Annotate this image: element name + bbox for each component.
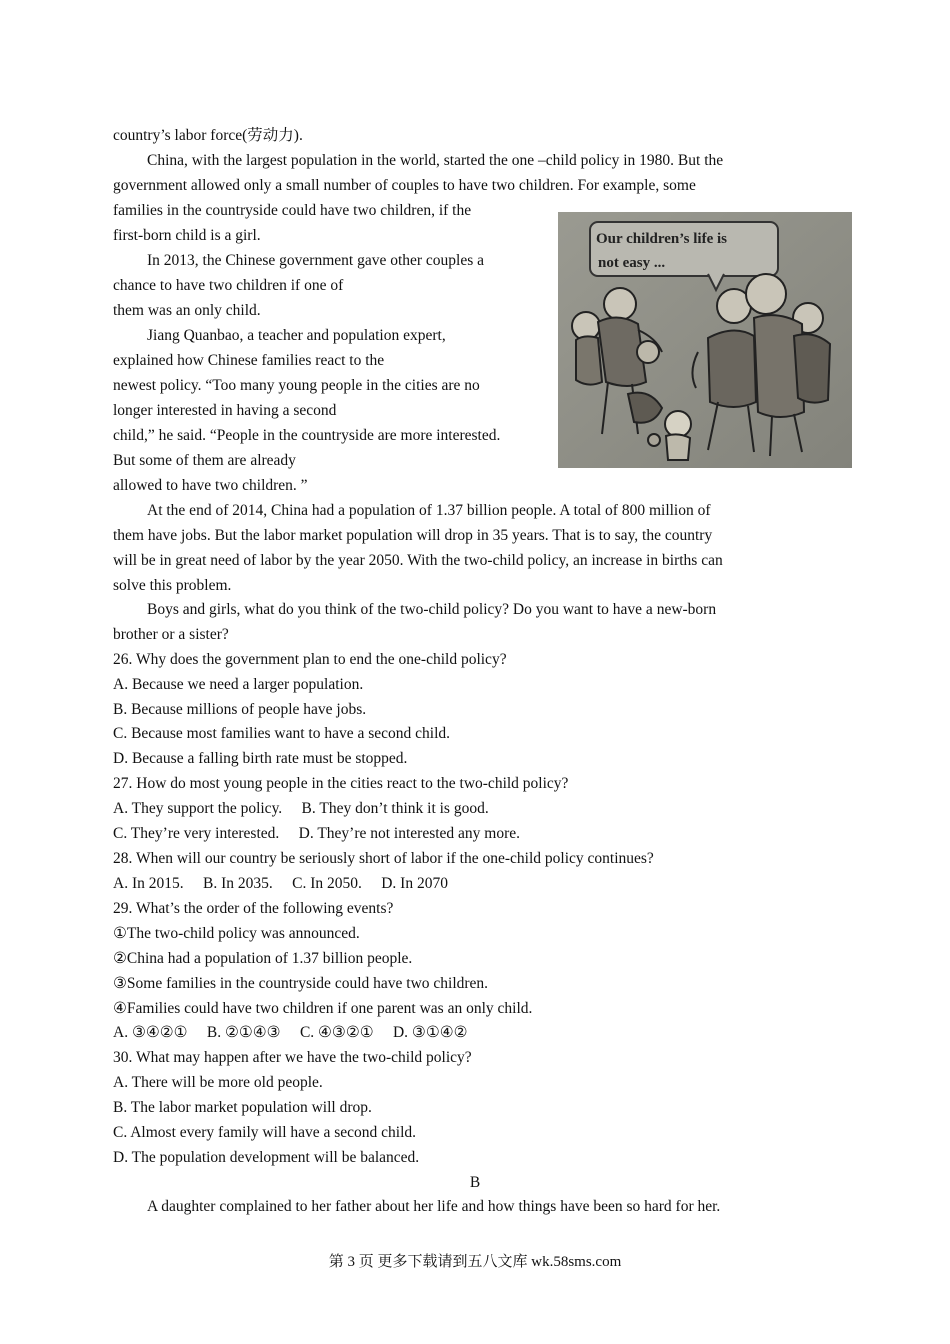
question-line: 29. What’s the order of the following events? bbox=[113, 900, 394, 917]
passage-line: Jiang Quanbao, a teacher and population expert, bbox=[147, 327, 446, 344]
option-line: C. They’re very interested. D. They’re not interested any more. bbox=[113, 825, 521, 842]
passage-line: solve this problem. bbox=[113, 577, 232, 594]
passage-line: longer interested in having a second bbox=[113, 402, 337, 419]
passage-line: them have jobs. But the labor market population will drop in 35 years. That is to say, the country bbox=[113, 527, 713, 544]
page-footer: 第 3 页 更多下载请到五八文库 wk.58sms.com bbox=[328, 1254, 622, 1270]
passage-line: child,” he said. “People in the countryside are more interested. bbox=[113, 427, 501, 444]
question-line: 28. When will our country be seriously short of labor if the one-child policy continues? bbox=[113, 850, 654, 867]
option-line: A. ③④②① B. ②①④③ C. ④③②① D. ③①④② bbox=[113, 1024, 468, 1041]
event-line: ④Families could have two children if one parent was an only child. bbox=[113, 1000, 533, 1017]
passage-line: government allowed only a small number of couples to have two children. For example, some bbox=[113, 177, 696, 194]
passage-line: country’s labor force(劳动力). bbox=[113, 127, 303, 144]
option-line: D. Because a falling birth rate must be stopped. bbox=[113, 750, 408, 767]
option-line: A. They support the policy. B. They don’t think it is good. bbox=[113, 800, 489, 817]
question-line: 27. How do most young people in the cities react to the two-child policy? bbox=[113, 775, 569, 792]
passage-line: explained how Chinese families react to the bbox=[113, 352, 385, 369]
passage-line: allowed to have two children. ” bbox=[113, 477, 308, 494]
passage-line: first-born child is a girl. bbox=[113, 227, 261, 244]
passage-line: will be in great need of labor by the year 2050. With the two-child policy, an increase in births can bbox=[113, 552, 723, 569]
bubble-text-line: not easy ... bbox=[598, 255, 666, 271]
passage-line: newest policy. “Too many young people in the cities are no bbox=[113, 377, 480, 394]
event-line: ③Some families in the countryside could have two children. bbox=[113, 975, 489, 992]
option-line: C. Almost every family will have a second child. bbox=[113, 1124, 417, 1141]
option-line: B. Because millions of people have jobs. bbox=[113, 701, 367, 718]
question-line: 26. Why does the government plan to end the one-child policy? bbox=[113, 651, 507, 668]
passage-line: them was an only child. bbox=[113, 302, 261, 319]
option-line: D. The population development will be balanced. bbox=[113, 1149, 420, 1166]
passage-line: China, with the largest population in the world, started the one –child policy in 1980. But the bbox=[147, 152, 724, 169]
passage-line: But some of them are already bbox=[113, 452, 296, 469]
question-line: 30. What may happen after we have the two-child policy? bbox=[113, 1049, 472, 1066]
passage-line: families in the countryside could have two children, if the bbox=[113, 202, 472, 219]
bubble-text-line: Our children’s life is bbox=[596, 231, 727, 247]
passage-line: A daughter complained to her father about her life and how things have been so hard for her. bbox=[147, 1198, 721, 1215]
option-line: A. Because we need a larger population. bbox=[113, 676, 364, 693]
passage-line: In 2013, the Chinese government gave other couples a bbox=[147, 252, 485, 269]
event-line: ①The two-child policy was announced. bbox=[113, 925, 360, 942]
passage-line: chance to have two children if one of bbox=[113, 277, 344, 294]
passage-line: At the end of 2014, China had a population of 1.37 billion people. A total of 800 million of bbox=[147, 502, 711, 519]
event-line: ②China had a population of 1.37 billion people. bbox=[113, 950, 413, 967]
passage-line: brother or a sister? bbox=[113, 626, 229, 643]
option-line: A. There will be more old people. bbox=[113, 1074, 323, 1091]
cartoon-illustration bbox=[558, 212, 852, 468]
option-line: A. In 2015. B. In 2035. C. In 2050. D. In 2070 bbox=[113, 875, 448, 892]
passage-line: Boys and girls, what do you think of the two-child policy? Do you want to have a new-born bbox=[147, 601, 717, 618]
option-line: C. Because most families want to have a second child. bbox=[113, 725, 451, 742]
section-heading: B bbox=[469, 1174, 481, 1191]
option-line: B. The labor market population will drop. bbox=[113, 1099, 372, 1116]
